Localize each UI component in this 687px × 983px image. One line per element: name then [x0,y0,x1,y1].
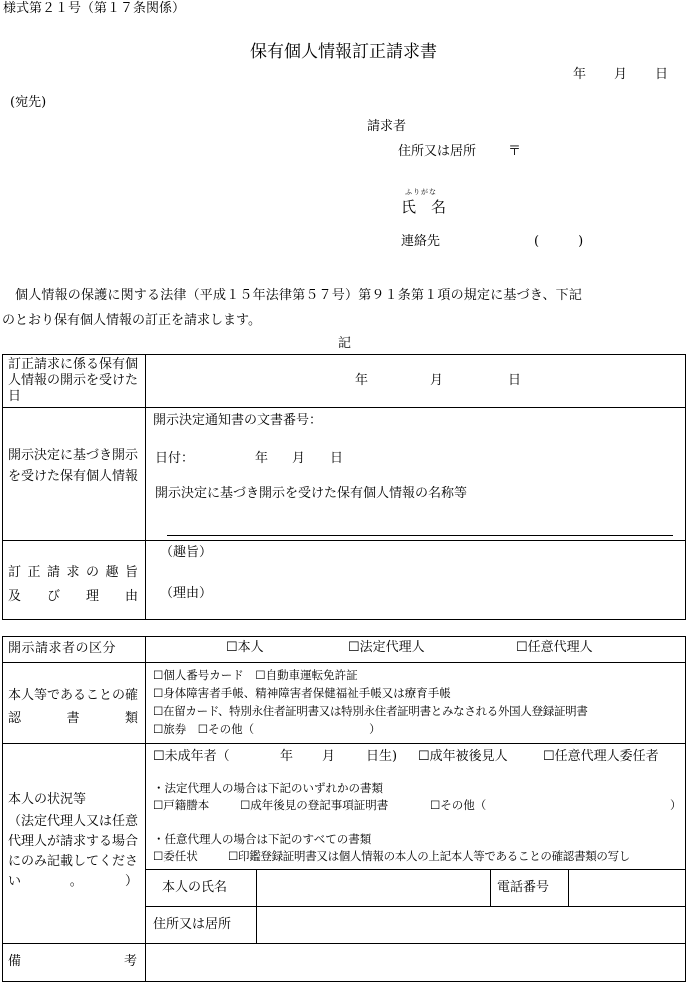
requester-name-label-2: 名 [431,198,447,216]
notice-month: 月 [292,451,306,466]
date-year-label: 年 [573,67,587,82]
legal-doc-family-register[interactable]: ☐戸籍謄本 [153,798,210,812]
id-doc-option-2[interactable]: ☐身体障害者手帳、精神障害者保健福祉手帳又は療育手帳 [153,686,451,700]
requester-name-label-1: 氏 [401,198,417,216]
disclosed-info-name-label: 開示決定に基づき開示を受けた保有個人情報の名称等 [155,486,468,501]
notice-year: 年 [255,451,269,466]
addressee-label: (宛先) [10,95,47,110]
legal-doc-other[interactable]: ☐その他（ [430,798,487,812]
notice-doc-number-label: 開示決定通知書の文書番号： [153,413,323,428]
class-self-checkbox[interactable]: ☐本人 [226,640,264,655]
disclosure-month: 月 [430,373,444,388]
id-doc-option-3[interactable]: ☐在留カード、特別永住者証明書又は特別永住者証明書とみなされる外国人登録証明書 [153,704,588,718]
remarks-label-1: 備 [8,954,22,969]
id-documents-label: 本人等であることの確認書類 [8,688,139,726]
form-number: 様式第２１号（第１７条関係） [3,1,186,16]
legal-doc-guardianship[interactable]: ☐成年後見の登記事項証明書 [240,798,389,812]
agent-doc-power-of-attorney[interactable]: ☐委任状 [153,849,198,863]
disclosure-day: 日 [508,373,522,388]
purpose-field-label: （趣旨） [160,545,213,560]
disclosed-info-label: 開示決定に基づき開示を受けた保有個人情報 [8,448,139,484]
body-text-line1: 個人情報の保護に関する法律（平成１５年法律第５７号）第９１条第１項の規定に基づき、下記 [15,288,583,303]
id-doc-option-4[interactable]: ☐旅券 ☐その他（ ） [153,722,381,736]
disclosure-year: 年 [355,373,369,388]
person-address-label: 住所又は居所 [153,917,232,932]
id-doc-option-1[interactable]: ☐個人番号カード ☐自動車運転免許証 [153,668,358,682]
phone-label: 電話番号 [497,880,550,895]
status-minor-checkbox[interactable]: ☐未成年者（ [153,749,230,764]
status-ward-checkbox[interactable]: ☐成年被後見人 [418,749,508,764]
date-day-label: 日 [655,67,669,82]
date-month-label: 月 [614,67,628,82]
reason-field-label: （理由） [160,586,213,601]
legal-doc-other-close: ） [670,798,682,812]
document-title: 保有個人情報訂正請求書 [250,42,437,62]
correction-purpose-label: 訂正請求の趣旨 [8,565,138,580]
postal-mark: 〒 [508,144,522,159]
correction-reason-label: 及び理由 [8,589,138,604]
remarks-label-2: 考 [124,954,138,969]
notice-date-label: 日付： [155,451,195,466]
agent-doc-seal-certificate[interactable]: ☐印鑑登録証明書又は個人情報の本人の上記本人等であることの確認書類の写し [228,849,631,863]
body-text-line2: のとおり保有個人情報の訂正を請求します。 [2,313,261,328]
status-delegate-checkbox[interactable]: ☐任意代理人委任者 [543,749,659,764]
disclosed-info-name-field[interactable] [167,535,673,536]
voluntary-agent-note: ・任意代理人の場合は下記のすべての書類 [153,832,372,846]
status-birth-day: 日生) [366,749,398,764]
requester-label: 請求者 [367,119,407,134]
status-birth-year: 年 [280,749,294,764]
ki-label: 記 [338,336,352,351]
person-status-note: （法定代理人又は任意代理人が請求する場合にのみ記載してください。） [8,814,139,889]
contact-paren: ( ) [534,234,584,249]
person-name-label: 本人の氏名 [162,880,228,895]
requester-address-label: 住所又は居所 [398,144,477,159]
disclosure-date-label: 訂正請求に係る保有個人情報の開示を受けた日 [8,357,139,404]
requester-class-label: 開示請求者の区分 [8,641,117,656]
status-birth-month: 月 [322,749,336,764]
class-voluntary-agent-checkbox[interactable]: ☐任意代理人 [516,640,593,655]
notice-day: 日 [330,451,344,466]
person-status-label: 本人の状況等 [8,792,87,807]
class-legal-agent-checkbox[interactable]: ☐法定代理人 [348,640,425,655]
contact-label: 連絡先 [401,234,441,249]
furigana-label: ふりがな [405,188,437,196]
legal-agent-note: ・法定代理人の場合は下記のいずれかの書類 [153,781,383,795]
